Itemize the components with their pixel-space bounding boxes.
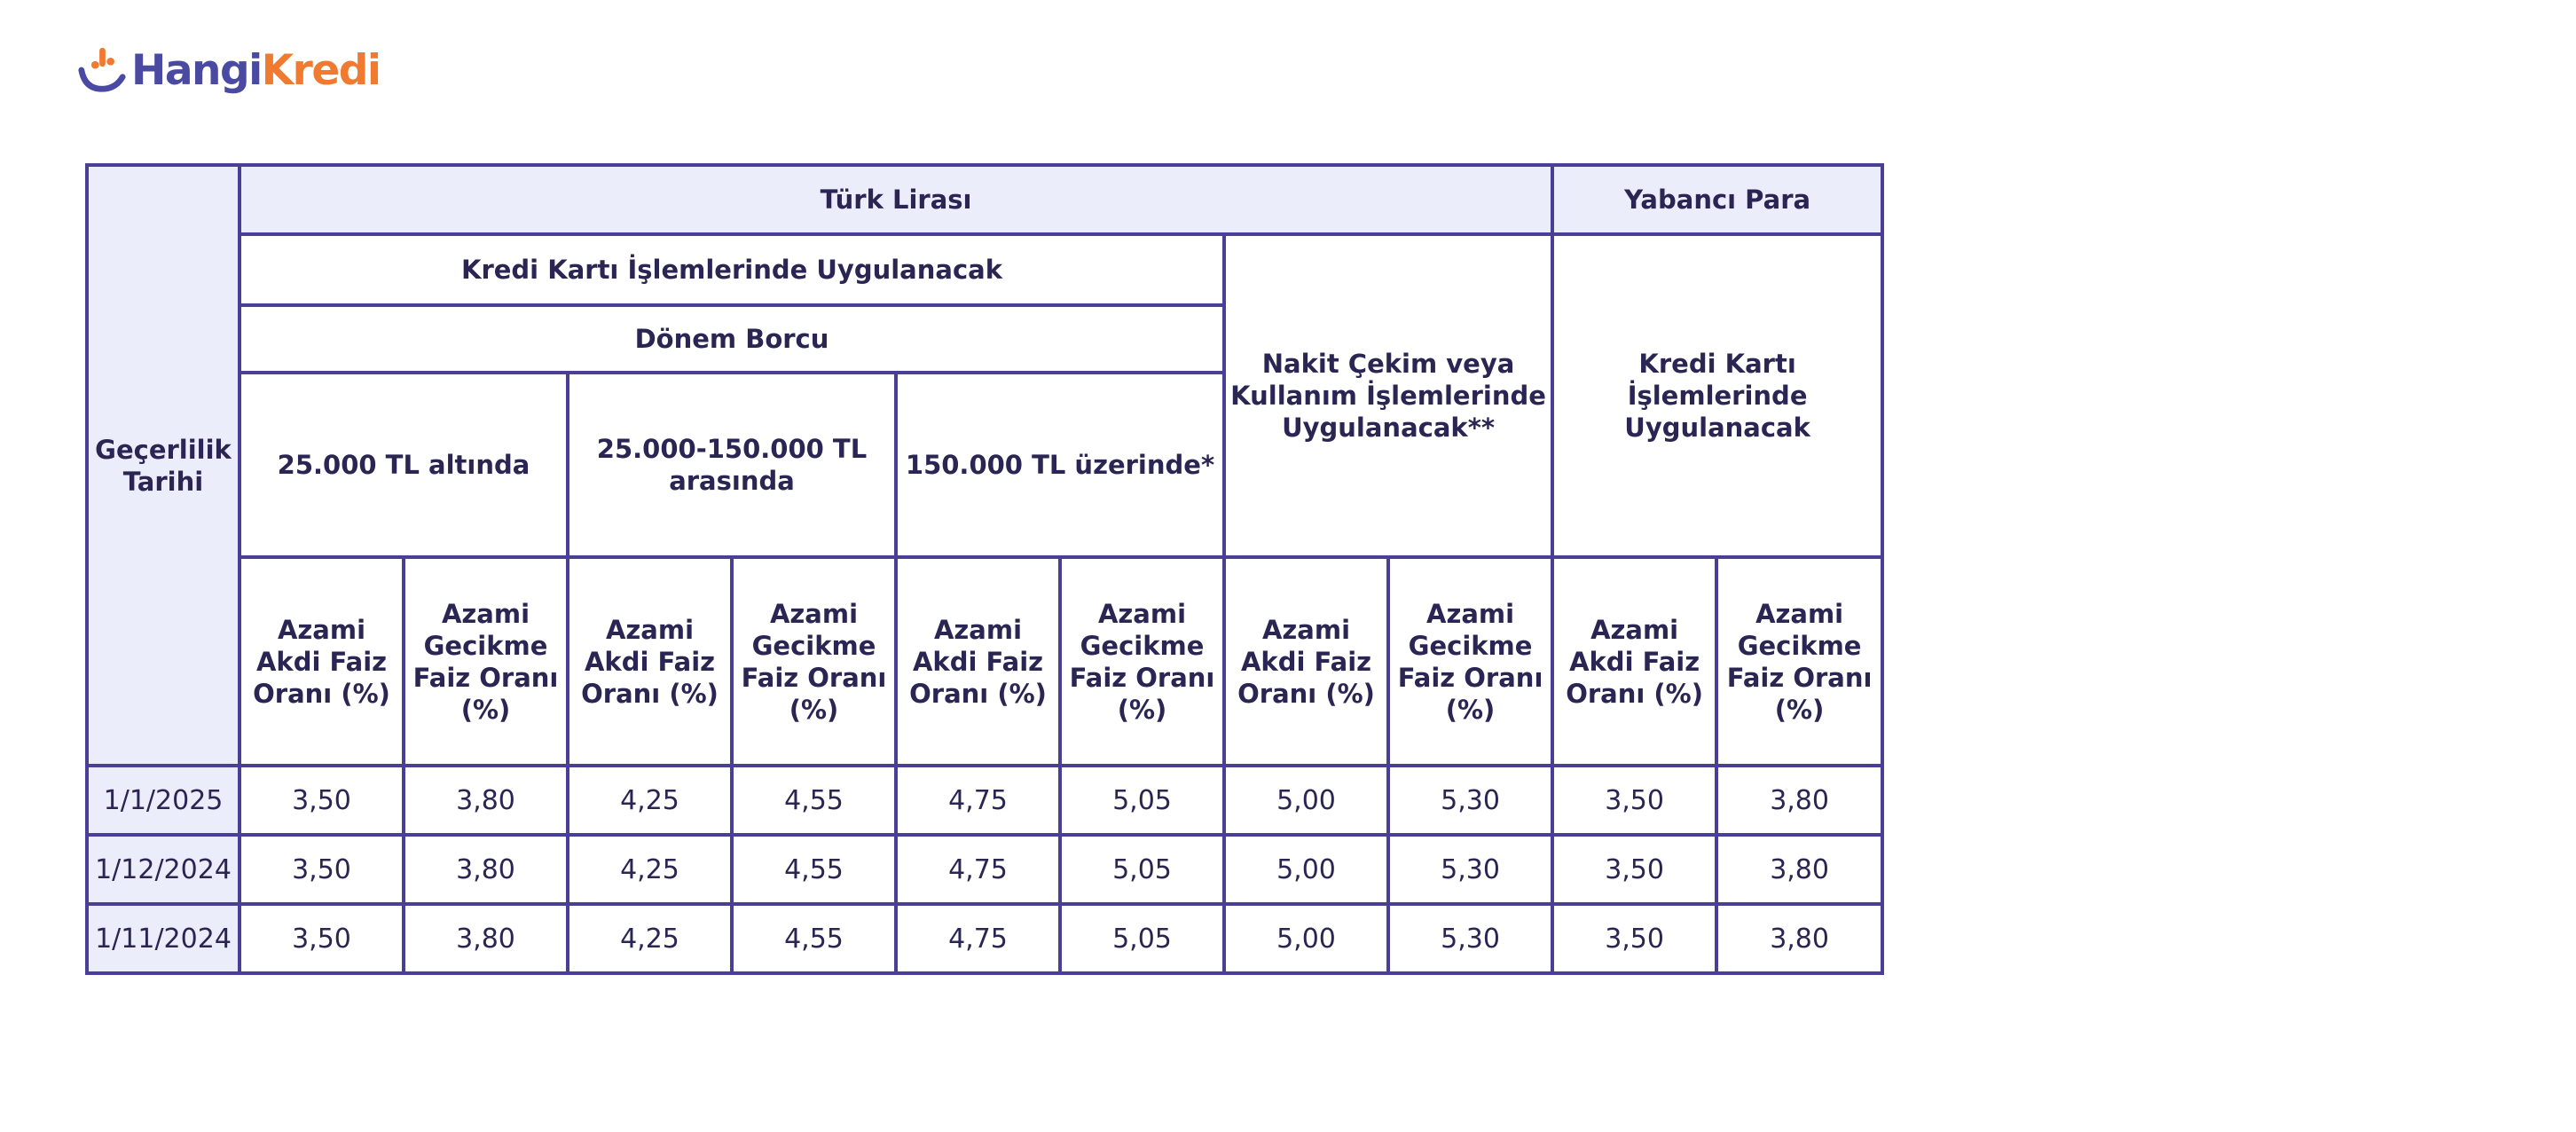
table-row <box>87 835 1882 904</box>
header-band-under-25000: 25.000 TL altında <box>240 373 568 557</box>
rate-cell: 3,50 <box>240 904 404 973</box>
rate-cell: 3,50 <box>1552 835 1716 904</box>
rate-cell: 4,75 <box>896 904 1060 973</box>
subheader-late-rate: Azami Gecikme Faiz Oranı (%) <box>404 557 568 766</box>
header-band-25000-150000: 25.000-150.000 TL arasında <box>568 373 896 557</box>
hangikredi-logo[interactable] <box>76 43 381 98</box>
rate-cell: 4,75 <box>896 835 1060 904</box>
rate-cell: 5,00 <box>1224 904 1388 973</box>
subheader-late-rate: Azami Gecikme Faiz Oranı (%) <box>1716 557 1882 766</box>
subheader-contract-rate: Azami Akdi Faiz Oranı (%) <box>896 557 1060 766</box>
row-date-cell: 1/1/2025 <box>87 766 240 835</box>
rate-cell: 5,30 <box>1388 904 1552 973</box>
header-turkish-lira: Türk Lirası <box>240 165 1552 234</box>
rate-cell: 5,00 <box>1224 835 1388 904</box>
rate-cell: 3,80 <box>1716 766 1882 835</box>
header-foreign-currency: Yabancı Para <box>1552 165 1882 234</box>
subheader-contract-rate: Azami Akdi Faiz Oranı (%) <box>568 557 732 766</box>
subheader-late-rate: Azami Gecikme Faiz Oranı (%) <box>732 557 896 766</box>
rate-cell: 3,80 <box>404 766 568 835</box>
header-fx-credit-card: Kredi Kartı İşlemlerinde Uygulanacak <box>1552 234 1882 557</box>
header-band-over-150000: 150.000 TL üzerinde* <box>896 373 1224 557</box>
rate-cell: 5,30 <box>1388 766 1552 835</box>
rate-cell: 4,55 <box>732 766 896 835</box>
logo-text-kredi: Kredi <box>261 45 381 95</box>
rate-cell: 5,05 <box>1060 904 1224 973</box>
row-date-cell: 1/11/2024 <box>87 904 240 973</box>
smile-logo-icon <box>76 44 128 96</box>
header-credit-card-transactions: Kredi Kartı İşlemlerinde Uygulanacak <box>240 234 1224 305</box>
subheader-contract-rate: Azami Akdi Faiz Oranı (%) <box>1224 557 1388 766</box>
rate-cell: 4,55 <box>732 904 896 973</box>
rate-cell: 3,80 <box>404 835 568 904</box>
header-validity-date: Geçerlilik Tarihi <box>87 165 240 766</box>
rate-cell: 4,75 <box>896 766 1060 835</box>
subheader-late-rate: Azami Gecikme Faiz Oranı (%) <box>1060 557 1224 766</box>
rate-cell: 4,55 <box>732 835 896 904</box>
logo-text-hangi: Hangi <box>131 45 262 95</box>
rate-cell: 3,50 <box>240 835 404 904</box>
rate-cell: 5,00 <box>1224 766 1388 835</box>
subheader-contract-rate: Azami Akdi Faiz Oranı (%) <box>1552 557 1716 766</box>
rate-cell: 3,50 <box>1552 904 1716 973</box>
header-cash-withdrawal: Nakit Çekim veya Kullanım İşlemlerinde Uygulanacak** <box>1224 234 1552 557</box>
logo-wordmark <box>131 45 381 95</box>
rate-cell: 5,05 <box>1060 766 1224 835</box>
row-date-cell: 1/12/2024 <box>87 835 240 904</box>
subheader-contract-rate: Azami Akdi Faiz Oranı (%) <box>240 557 404 766</box>
table-body <box>87 766 1882 973</box>
rate-cell: 3,80 <box>1716 904 1882 973</box>
rate-cell: 5,05 <box>1060 835 1224 904</box>
table-row <box>87 904 1882 973</box>
rate-cell: 4,25 <box>568 904 732 973</box>
rate-cell: 4,25 <box>568 766 732 835</box>
rate-cell: 3,50 <box>240 766 404 835</box>
table-row <box>87 766 1882 835</box>
subheader-late-rate: Azami Gecikme Faiz Oranı (%) <box>1388 557 1552 766</box>
interest-rates-table <box>85 163 1884 975</box>
rate-cell: 4,25 <box>568 835 732 904</box>
rate-cell: 5,30 <box>1388 835 1552 904</box>
rate-cell: 3,50 <box>1552 766 1716 835</box>
header-statement-balance: Dönem Borcu <box>240 305 1224 373</box>
rate-cell: 3,80 <box>1716 835 1882 904</box>
rate-cell: 3,80 <box>404 904 568 973</box>
